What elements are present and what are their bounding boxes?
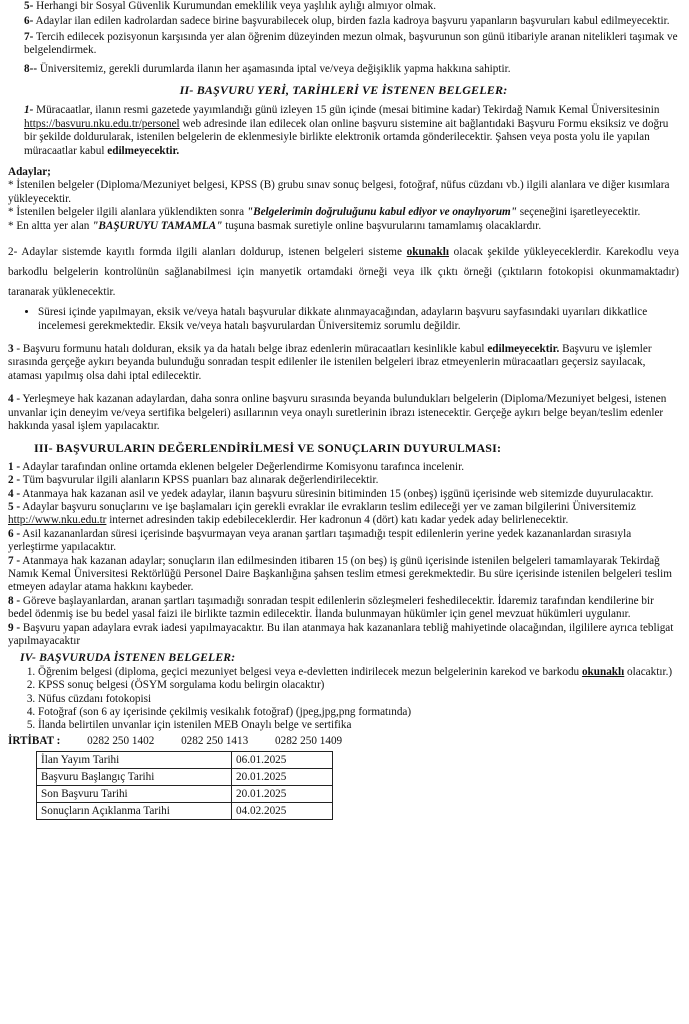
warning-bullet: • Süresi içinde yapılmayan, eksik ve/veya hatalı başvurular dikkate alınmayacağından, adayların başvuru sayfasındaki uyarıları dikkatlice incelemesi gerekmektedir. Eksik ve/veya hatalı başvurulardan Üniversitemiz sorumlu değildir.	[38, 306, 679, 333]
application-link[interactable]: https://basvuru.nku.edu.tr/personel	[24, 117, 180, 130]
section-2-paragraph-3: 3 - Başvuru formunu hatalı dolduran, eksik ya da hatalı belge ibraz edenlerin müracaatları kesinlikle kabul edilmeyecektir. Başvuru ve işlemler sırasında gerçeğe aykırı beyanda bulunduğu sonradan tespit edilenler ile istenilen belgeleri ibraz etmeyenlerin müracaatları geçersiz sayılacak, ataması yapılmış olsa dahi iptal edilecektir.	[8, 342, 652, 382]
condition-6: 6- Adaylar ilan edilen kadrolardan sadece birine başvurabilecek olup, birden fazla kadroya başvuru yapanların başvuruları kabul edilmeyecektir.	[24, 15, 670, 28]
section-4-title: IV- BAŞVURUDA İSTENEN BELGELER:	[20, 651, 236, 665]
dates-table	[36, 751, 333, 820]
document-item: 1. Öğrenim belgesi (diploma, geçici mezuniyet belgesi veya e-devletten indirilecek mezun belgelerinin karekod ve barkodu okunaklı olacaktır.)	[38, 666, 679, 679]
section-3-title: III- BAŞVURULARIN DEĞERLENDİRİLMESİ VE SONUÇLARIN DUYURULMASI:	[34, 441, 502, 456]
website-link[interactable]: http://www.nku.edu.tr	[8, 514, 107, 527]
table-row: Son Başvuru Tarihi 20.01.2025	[37, 786, 333, 803]
document-item: 4. Fotoğraf (son 6 ay içerisinde çekilmiş vesikalık fotoğraf) (jpeg,jpg,png formatında)	[38, 706, 679, 719]
section-2-paragraph-4: 4 - Yerleşmeye hak kazanan adaylardan, daha sonra online başvuru sırasında beyanda bulundukları belgelerin (Diploma/Mezuniyet belgesi, istenen unvanlar için deneyim ve/veya sertifika belgeleri) asıllarının veya onaylı suretlerinin ibrazı istenecektir. Gerçeğe aykırı belge beyan/teslim edenler hakkında yasal işlem yapılacaktır.	[8, 393, 667, 432]
candidates-item-1: * İstenilen belgeler (Diploma/Mezuniyet belgesi, KPSS (B) grubu sınav sonuç belgesi, fotoğraf, nüfus cüzdanı vb.) ilgili alanlara ve diğer kısımlara yükleyecektir.	[8, 179, 670, 205]
section-3-item-7: 7 - Atanmaya hak kazanan adaylar; sonuçların ilan edilmesinden itibaren 15 (on beş) iş günü içerisinde istenilen belgeleri tamamlayarak Tekirdağ Namık Kemal Üniversitesi Rektörlüğü Personel Daire Başkanlığına şahsen teslim etmesi gerekmektedir. Bu süre içerisinde istenilen belgeleri teslim etmeyen adaylar atama hakkını kaybeder.	[8, 554, 672, 594]
section-3-item-4: 4 - Atanmaya hak kazanan asil ve yedek adaylar, ilanın başvuru süresinin bitiminden 15 (onbeş) işgünü içerisinde web sitemizde duyurulacaktır.	[8, 487, 654, 500]
warning-list	[8, 306, 679, 333]
table-row: Sonuçların Açıklanma Tarihi 04.02.2025	[37, 803, 333, 820]
section-3-item-5: 5 - Adaylar başvuru sonuçlarını ve işe başlamaları için gerekli evraklar ile evrakların teslim edileceği yer ve zaman bilgilerini Üniversitemiz http://www.nku.edu.tr internet adresinden takip edebileceklerdir. Her kadronun 4 (dört) katı kadar yedek aday belirlenecektir.	[8, 500, 636, 527]
condition-8: 8-- Üniversitemiz, gerekli durumlarda ilanın her aşamasında iptal ve/veya değişiklik yapma hakkına sahiptir.	[24, 62, 511, 75]
table-row: İlan Yayım Tarihi 06.01.2025	[37, 752, 333, 769]
section-3-item-1: 1 - Adaylar tarafından online ortamda eklenen belgeler Değerlendirme Komisyonu tarafınca incelenir.	[8, 460, 465, 473]
condition-7: 7- Tercih edilecek pozisyonun karşısında yer alan öğrenim düzeyinden mezun olmak, başvurunun son günü itibariyle aranan nitelikleri taşımak ve belgelendirmek.	[24, 30, 678, 57]
table-row: Başvuru Başlangıç Tarihi 20.01.2025	[37, 769, 333, 786]
section-2-paragraph-2: 2- Adaylar sistemde kayıtlı formda ilgili alanları doldurup, istenen belgeleri sisteme okunaklı olacak şekilde yükleyeceklerdir. Karekodlu veya barkodlu belgelerin kontrolünün sağlanabilmesi için manyetik ortamdaki örneği veya ilk çıktı örneği (çıktıların fotokopisi okunmamaktadır) taranarak yüklenecektir.	[8, 246, 679, 299]
document-item: 2. KPSS sonuç belgesi (ÖSYM sorgulama kodu belirgin olacaktır)	[38, 679, 679, 692]
section-3-item-9: 9 - Başvuru yapan adaylara evrak iadesi yapılmayacaktır. Bu ilan atanmaya hak kazananlara tebliğ mahiyetinde olacağından, ilgililere ayrıca tebligat yapılmayacaktır	[8, 621, 674, 648]
phone-number: 0282 250 1413	[181, 734, 249, 747]
candidates-item-3: * En altta yer alan "BAŞURUYU TAMAMLA" tuşuna basmak suretiyle online başvurularını tamamlamış olacaklardır.	[8, 219, 542, 232]
section-3-item-2: 2 - Tüm başvurular ilgili alanların KPSS puanları baz alınarak değerlendirilecektir.	[8, 474, 379, 487]
condition-5: 5- Herhangi bir Sosyal Güvenlik Kurumundan emeklilik veya yaşlılık aylığı almıyor olmak.	[24, 0, 437, 12]
document-item: 5. İlanda belirtilen unvanlar için istenilen MEB Onaylı belge ve sertifika	[38, 719, 679, 732]
document-item: 3. Nüfus cüzdanı fotokopisi	[38, 693, 679, 706]
phone-number: 0282 250 1409	[275, 734, 343, 747]
section-2-title: II- BAŞVURU YERİ, TARİHLERİ VE İSTENEN BELGELER:	[179, 83, 508, 98]
section-2-paragraph-1: 1- Müracaatlar, ilanın resmi gazetede yayımlandığı günü izleyen 15 gün içinde (mesai bitimine kadar) Tekirdağ Namık Kemal Üniversitesinin https://basvuru.nku.edu.tr/personel web adresinde ilan edilecek olan online başvuru sistemine ait bağlantıdaki Başvuru Formu eksiksiz ve doğru bir şekilde doldurularak, istenilen belgelerin de eklenmesiyle birlikte elektronik ortamda gönderilecektir. Şahsen veya posta yolu ile yapılan müracaatlar kabul edilmeyecektir.	[24, 104, 669, 157]
section-3-item-8: 8 - Göreve başlayanlardan, aranan şartları taşımadığı sonradan tespit edilenlerin sözleşmeleri feshedilecektir. İdaremiz tarafından kendilerine bir bedel ödenmiş ise bu bedel yasal faizi ile birlikte tazmin edilecektir. İlanda bulunmayan hükümler için genel mevzuat hükümleri uygulanır.	[8, 594, 654, 621]
candidates-heading: Adaylar;	[8, 166, 51, 179]
required-documents-list	[8, 666, 679, 733]
section-3-item-6: 6 - Asil kazananlardan süresi içerisinde başvurmayan veya aranan şartları taşımadığı tespit edilenlerin yerine yedek kazananlardan sırasıyla yerleştirme yapılacaktır.	[8, 527, 632, 554]
contact-line	[8, 735, 679, 748]
phone-number: 0282 250 1402	[87, 734, 155, 747]
contact-label: İRTİBAT :	[8, 734, 61, 747]
candidates-item-2: * İstenilen belgeler ilgili alanlara yüklendikten sonra "Belgelerimin doğruluğunu kabul ediyor ve onaylıyorum" seçeneğini işaretleyecektir.	[8, 206, 641, 219]
